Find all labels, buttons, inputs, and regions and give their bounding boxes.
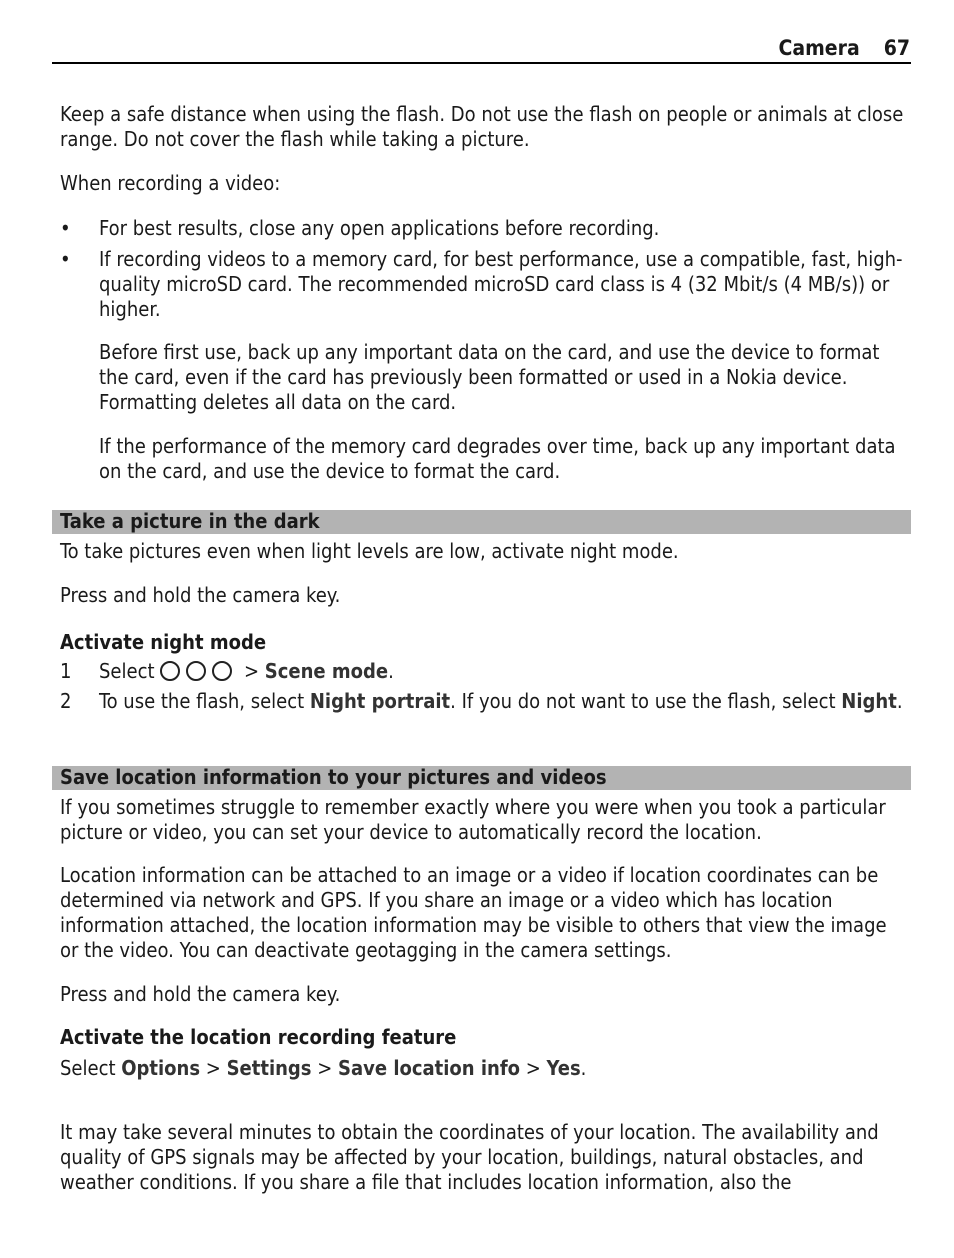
settings-label: Settings xyxy=(226,1056,312,1080)
dark-press-key: Press and hold the camera key. xyxy=(60,583,341,607)
subheading-night-mode: Activate night mode xyxy=(60,630,267,654)
save-location-info-label: Save location info xyxy=(338,1056,521,1080)
menu-icon xyxy=(160,661,180,681)
step-number: 1 xyxy=(60,659,72,683)
section-heading-dark: Take a picture in the dark xyxy=(52,510,911,534)
section-heading-location: Save location information to your pictures and videos xyxy=(52,766,911,790)
yes-label: Yes xyxy=(546,1056,581,1080)
flash-warning: Keep a safe distance when using the flash. Do not use the flash on people or animals at close range. Do not cover the flash while taking a picture. xyxy=(60,102,904,151)
bullet-marker: • xyxy=(60,247,71,271)
header-rule xyxy=(52,62,911,64)
page-number: 67 xyxy=(883,36,910,60)
night-label: Night xyxy=(841,689,897,713)
night-portrait-label: Night portrait xyxy=(309,689,451,713)
video-intro: When recording a video: xyxy=(60,171,281,195)
options-icon xyxy=(212,661,232,681)
step-number: 2 xyxy=(60,689,72,713)
card-note-degrade: If the performance of the memory card degrades over time, back up any important data on the card, and use the device to format the card. xyxy=(99,434,896,483)
bullet-item-2: If recording videos to a memory card, for best performance, use a compatible, fast, high-quality microSD card. The recommended microSD card class is 4 (32 Mbit/s (4 MB/s)) or higher. xyxy=(99,247,903,321)
step-1: Select > Scene mode. xyxy=(99,659,394,683)
location-press-key: Press and hold the camera key. xyxy=(60,982,341,1006)
step-2: To use the flash, select Night portrait. If you do not want to use the flash, select Night. xyxy=(99,689,903,713)
running-header xyxy=(779,36,910,60)
gps-note: It may take several minutes to obtain the coordinates of your location. The availability and quality of GPS signals may be affected by your location, buildings, natural obstacles, and weather conditions. If you share a file that includes location information, also the xyxy=(60,1120,879,1194)
subheading-location-recording: Activate the location recording feature xyxy=(60,1025,457,1049)
camera-icon xyxy=(186,661,206,681)
settings-path: Select Options > Settings > Save location info > Yes. xyxy=(60,1056,587,1080)
bullet-item-1: For best results, close any open applications before recording. xyxy=(99,216,660,240)
location-details: Location information can be attached to an image or a video if location coordinates can be determined via network and GPS. If you share an image or a video which has location information attached, the location information may be visible to others that view the image or the video. You can deactivate geotagging in the camera settings. xyxy=(60,863,887,962)
dark-intro: To take pictures even when light levels are low, activate night mode. xyxy=(60,539,679,563)
card-note-format: Before first use, back up any important data on the card, and use the device to format the card, even if the card has previously been formatted or used in a Nokia device. Formatting deletes all data on the card. xyxy=(99,340,880,414)
section-title: Camera xyxy=(778,36,860,60)
location-intro: If you sometimes struggle to remember exactly where you were when you took a particular picture or video, you can set your device to automatically record the location. xyxy=(60,795,886,844)
scene-mode-label: Scene mode xyxy=(264,659,389,683)
options-label: Options xyxy=(121,1056,201,1080)
bullet-marker: • xyxy=(60,216,71,240)
